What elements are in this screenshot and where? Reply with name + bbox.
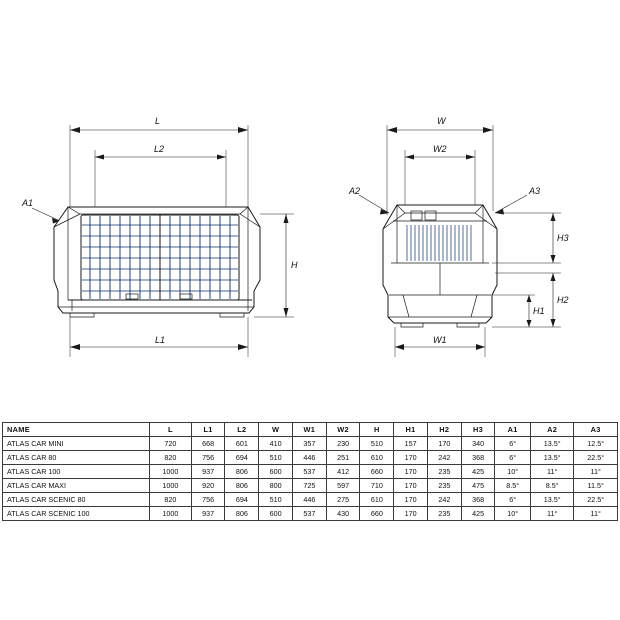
table-header-cell: W (259, 423, 293, 437)
table-cell: 235 (427, 465, 461, 479)
table-cell: 8.5° (530, 479, 573, 493)
dim-label-A2: A2 (349, 186, 361, 196)
table-cell: 13.5° (530, 451, 573, 465)
table-cell: 668 (191, 437, 225, 451)
dim-H (254, 214, 298, 317)
table-cell: 1000 (150, 479, 192, 493)
specification-table (2, 422, 618, 521)
table-cell: 600 (259, 507, 293, 521)
front-view-drawing (8, 95, 308, 370)
table-cell: 806 (225, 479, 259, 493)
table-header-cell: H2 (427, 423, 461, 437)
table-cell: 242 (427, 493, 461, 507)
table-header-row (3, 423, 618, 437)
table-row (3, 507, 618, 521)
table-cell: ATLAS CAR 80 (3, 451, 150, 465)
table-cell: 6° (495, 451, 531, 465)
table-row (3, 465, 618, 479)
dim-label-H1: H1 (533, 306, 545, 316)
table-cell: 1000 (150, 507, 192, 521)
table-row (3, 479, 618, 493)
table-cell: 660 (360, 465, 394, 479)
dim-label-H2: H2 (557, 295, 569, 305)
table-cell: 601 (225, 437, 259, 451)
table-cell: 13.5° (530, 493, 573, 507)
table-cell: ATLAS CAR 100 (3, 465, 150, 479)
table-cell: 340 (461, 437, 495, 451)
table-cell: 230 (326, 437, 360, 451)
table-cell: 11° (530, 465, 573, 479)
dim-label-A1: A1 (22, 198, 34, 208)
table-cell: 170 (394, 507, 428, 521)
table-cell: 157 (394, 437, 428, 451)
table-cell: 235 (427, 507, 461, 521)
dim-label-H3: H3 (557, 233, 569, 243)
table-cell: 410 (259, 437, 293, 451)
table-header-cell: A2 (530, 423, 573, 437)
dim-H3 (492, 213, 569, 263)
table-cell: 537 (292, 465, 326, 479)
table-cell: 937 (191, 465, 225, 479)
table-header-cell: H3 (461, 423, 495, 437)
table-cell: 446 (292, 451, 326, 465)
dim-W (387, 116, 493, 215)
table-cell: 1000 (150, 465, 192, 479)
table-cell: 820 (150, 451, 192, 465)
table-header-cell: NAME (3, 423, 150, 437)
dim-label-A3: A3 (529, 186, 541, 196)
table-cell: 170 (394, 479, 428, 493)
table-cell: 10° (495, 507, 531, 521)
table-cell: 13.5° (530, 437, 573, 451)
dim-L2 (95, 144, 226, 207)
table-cell: ATLAS CAR SCENIC 80 (3, 493, 150, 507)
table-cell: 22.5° (574, 493, 618, 507)
table-cell: 597 (326, 479, 360, 493)
table-cell: 251 (326, 451, 360, 465)
table-cell: 430 (326, 507, 360, 521)
table-cell: 510 (259, 493, 293, 507)
table-row (3, 437, 618, 451)
table-cell: 806 (225, 465, 259, 479)
dim-label-L: L (155, 116, 161, 126)
table-cell: 6° (495, 493, 531, 507)
table-cell: 8.5° (495, 479, 531, 493)
table-cell: 368 (461, 493, 495, 507)
table-cell: 806 (225, 507, 259, 521)
table-cell: 425 (461, 507, 495, 521)
table-cell: 756 (191, 493, 225, 507)
table-row (3, 451, 618, 465)
table-cell: ATLAS CAR MINI (3, 437, 150, 451)
table-header-cell: H1 (394, 423, 428, 437)
table-header-cell: W1 (292, 423, 326, 437)
table-header-cell: A3 (574, 423, 618, 437)
dim-label-W1: W1 (433, 335, 447, 345)
table-cell: 694 (225, 493, 259, 507)
table-cell: 12.5° (574, 437, 618, 451)
table-cell: 720 (150, 437, 192, 451)
dim-label-L1: L1 (155, 335, 166, 345)
table-cell: 800 (259, 479, 293, 493)
table-cell: 6° (495, 437, 531, 451)
table-cell: 610 (360, 493, 394, 507)
dim-L (70, 116, 248, 220)
crate-side-body (383, 205, 497, 327)
side-view-drawing (345, 95, 610, 370)
table-cell: 368 (461, 451, 495, 465)
table-cell: 610 (360, 451, 394, 465)
table-cell: 937 (191, 507, 225, 521)
dim-label-H: H (291, 260, 298, 270)
table-cell: 756 (191, 451, 225, 465)
table-cell: 235 (427, 479, 461, 493)
dim-label-W2: W2 (433, 144, 447, 154)
table-cell: 22.5° (574, 451, 618, 465)
table-header-cell: W2 (326, 423, 360, 437)
table-cell: ATLAS CAR SCENIC 100 (3, 507, 150, 521)
table-cell: 11° (574, 507, 618, 521)
table-cell: 710 (360, 479, 394, 493)
table-cell: 660 (360, 507, 394, 521)
table-cell: 170 (427, 437, 461, 451)
table-cell: 275 (326, 493, 360, 507)
table-cell: 475 (461, 479, 495, 493)
crate-front-body (54, 207, 260, 317)
table-cell: 920 (191, 479, 225, 493)
table-cell: ATLAS CAR MAXI (3, 479, 150, 493)
dim-label-W: W (437, 116, 446, 126)
table-header-cell: A1 (495, 423, 531, 437)
table-cell: 537 (292, 507, 326, 521)
table-cell: 510 (360, 437, 394, 451)
dim-A3 (495, 186, 540, 215)
table-cell: 412 (326, 465, 360, 479)
table-cell: 11° (574, 465, 618, 479)
table-cell: 242 (427, 451, 461, 465)
table-cell: 600 (259, 465, 293, 479)
table-header-cell: L2 (225, 423, 259, 437)
dim-H1 (492, 295, 545, 327)
dim-L1 (70, 317, 248, 357)
table-cell: 425 (461, 465, 495, 479)
table-cell: 10° (495, 465, 531, 479)
table-cell: 510 (259, 451, 293, 465)
dim-W1 (395, 327, 485, 357)
dim-A2 (348, 186, 389, 215)
table-cell: 170 (394, 465, 428, 479)
table-cell: 725 (292, 479, 326, 493)
table-cell: 11° (530, 507, 573, 521)
dim-label-L2: L2 (154, 144, 165, 154)
table-cell: 170 (394, 451, 428, 465)
table-cell: 357 (292, 437, 326, 451)
table-cell: 170 (394, 493, 428, 507)
table-header-cell: L (150, 423, 192, 437)
table-header-cell: L1 (191, 423, 225, 437)
dim-A1 (21, 198, 60, 224)
dim-W2 (405, 144, 475, 205)
table-cell: 820 (150, 493, 192, 507)
table-row (3, 493, 618, 507)
table-cell: 11.5° (574, 479, 618, 493)
table-cell: 694 (225, 451, 259, 465)
table-header-cell: H (360, 423, 394, 437)
table-cell: 446 (292, 493, 326, 507)
